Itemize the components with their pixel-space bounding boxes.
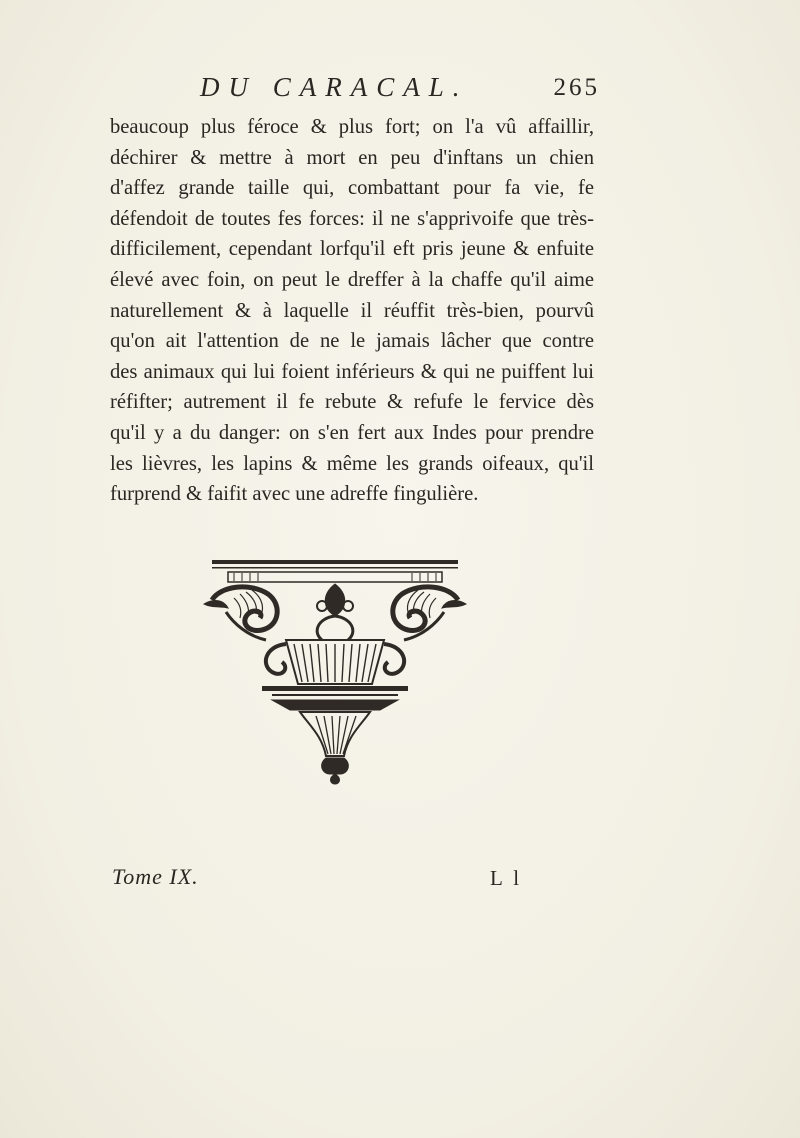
text-line: réfifter; autrement il fe rebute & refufe le fervice dès (110, 391, 594, 414)
text-line: élevé avec foin, on peut le dreffer à la chaffe qu'il aime (110, 268, 594, 291)
page-number: 265 (553, 74, 600, 101)
text-line: qu'il y a du danger: on s'en fert aux Indes pour prendre (110, 421, 594, 444)
text-line: furprend & faifit avec une adreffe fingulière. (110, 483, 479, 506)
body-paragraph (110, 112, 594, 510)
text-line: d'affez grande taille qui, combattant pour fa vie, fe (110, 177, 594, 200)
text-line: des animaux qui lui foient inférieurs & qui ne puiffent lui (110, 360, 594, 383)
text-line: qu'on ait l'attention de ne le jamais lâcher que contre (110, 330, 594, 353)
volume-mark: Tome IX. (112, 864, 199, 889)
text-line: naturellement & à laquelle il réuffit très-bien, pourvû (110, 299, 594, 322)
cul-de-lampe-ornament (190, 560, 480, 785)
running-head (200, 72, 600, 108)
text-line: difficilement, cependant lorfqu'il eft pris jeune & enfuite (110, 238, 594, 261)
running-title: DU CARACAL. (200, 72, 469, 102)
text-line: beaucoup plus féroce & plus fort; on l'a vû affaillir, (110, 116, 594, 138)
signature-mark: L l (490, 866, 523, 890)
text-line: les lièvres, les lapins & même les grands oifeaux, qu'il (110, 452, 594, 475)
text-line: déchirer & mettre à mort en peu d'inftans un chien (110, 146, 594, 169)
text-line: défendoit de toutes fes forces: il ne s'apprivoife que très- (110, 207, 594, 230)
